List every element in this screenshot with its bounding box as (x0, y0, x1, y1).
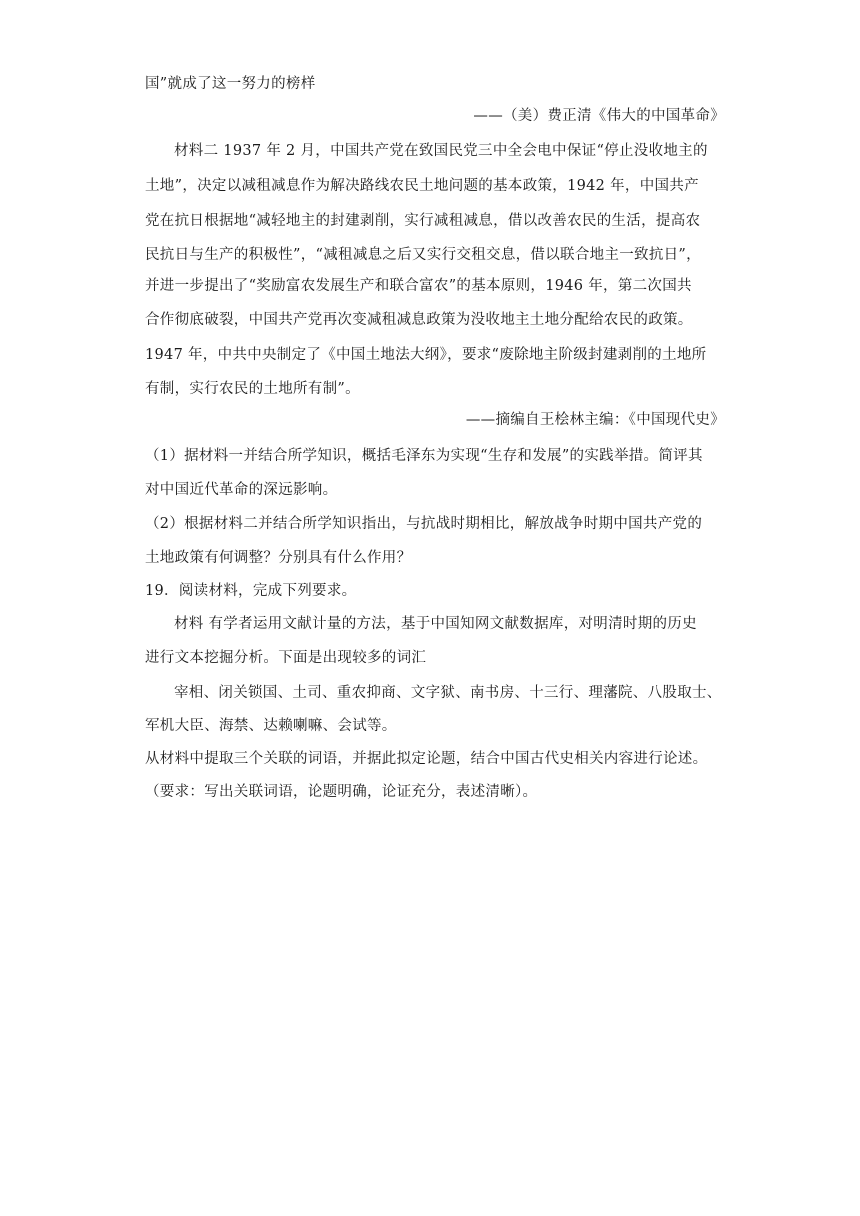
question-19-task-line: 从材料中提取三个关联的词语，并据此拟定论题，结合中国古代史相关内容进行论述。 (145, 751, 708, 767)
material2-source: ——摘编自王桧林主编：《中国现代史》 (465, 412, 725, 428)
material2-line: 土地”，决定以减租减息作为解决路线农民土地问题的基本政策，1942 年，中国共产 (145, 178, 699, 194)
question-19-heading: 19．阅读材料，完成下列要求。 (145, 583, 357, 599)
material1-source: ——（美）费正清《伟大的中国革命》 (473, 108, 725, 124)
question-1-line: （1）据材料一并结合所学知识，概括毛泽东为实现“生存和发展”的实践举措。简评其 (145, 448, 703, 464)
question-19-words-line: 宰相、闭关锁国、土司、重农抑商、文字狱、南书房、十三行、理藩院、八股取士、 (174, 685, 722, 701)
question-19-task-line: （要求：写出关联词语，论题明确，论证充分，表述清晰）。 (145, 784, 538, 800)
question-2-line: 土地政策有何调整？分别具有什么作用？ (145, 550, 412, 566)
material2-line: 并进一步提出了“奖励富农发展生产和联合富农”的基本原则，1946 年，第二次国共 (145, 278, 692, 294)
material2-line: 1947 年，中共中央制定了《中国土地法大纲》，要求“废除地主阶级封建剥削的土地所 (145, 347, 707, 363)
material2-line: 民抗日与生产的积极性”，“减租减息之后又实行交租交息，借以联合地主一致抗日”， (145, 247, 701, 263)
material2-line: 党在抗日根据地“减轻地主的封建剥削，实行减租减息，借以改善农民的生活，提高农 (145, 213, 701, 229)
material2-line: 合作彻底破裂，中国共产党再次变减租减息政策为没收地主土地分配给农民的政策。 (145, 312, 693, 328)
question-19-words-line: 军机大臣、海禁、达赖喇嘛、会试等。 (145, 718, 397, 734)
question-19-material-line: 材料 有学者运用文献计量的方法，基于中国知网文献数据库，对明清时期的历史 (174, 616, 697, 632)
material1-tail-text: 国”就成了这一努力的榜样 (145, 76, 316, 92)
question-19-material-line: 进行文本挖掘分析。下面是出现较多的词汇 (145, 650, 427, 666)
question-2-line: （2）根据材料二并结合所学知识指出，与抗战时期相比，解放战争时期中国共产党的 (145, 516, 703, 532)
question-1-line: 对中国近代革命的深远影响。 (145, 482, 338, 498)
material2-line: 材料二 1937 年 2 月，中国共产党在致国民党三中全会电中保证“停止没收地主的 (174, 143, 708, 159)
material2-line: 有制，实行农民的土地所有制”。 (145, 381, 360, 397)
